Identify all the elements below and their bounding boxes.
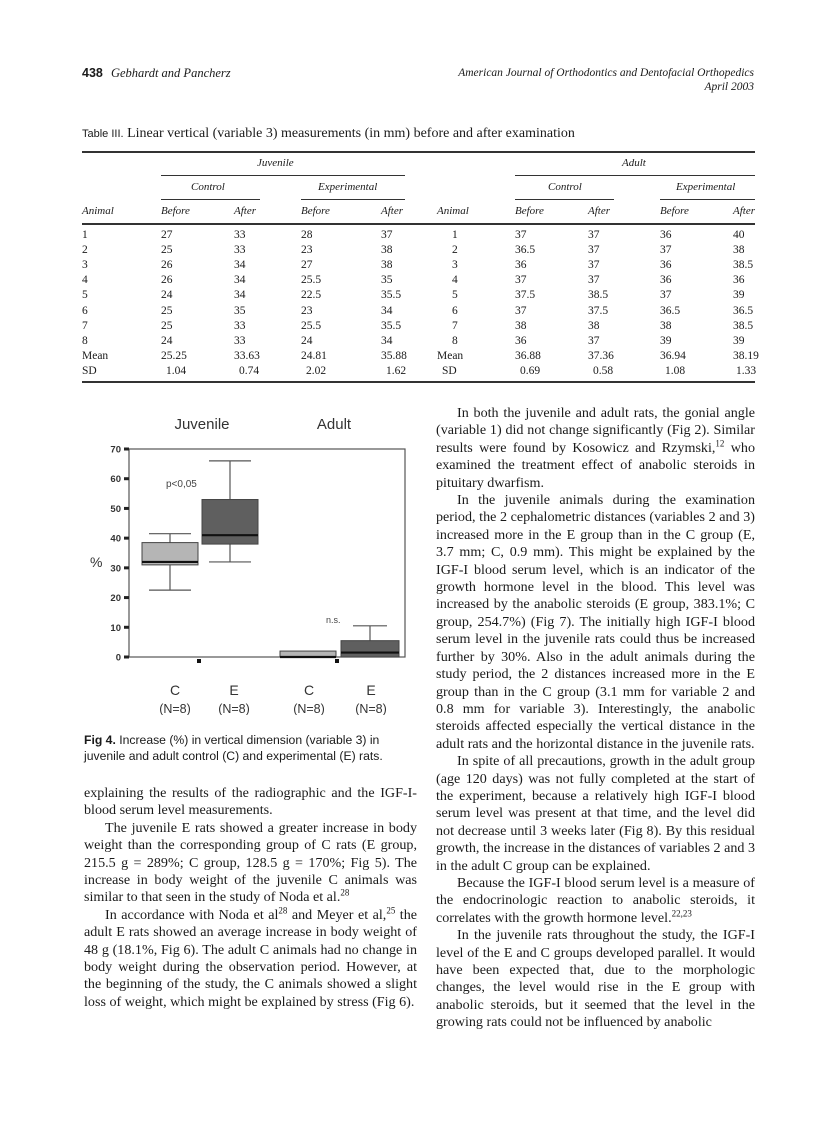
adult-cell-animal: 8 [452, 334, 458, 347]
juvenile-cell-c_before: 25.25 [161, 349, 187, 362]
body-column-right [436, 405, 755, 1032]
y-tick-label: 70 [110, 444, 121, 456]
juvenile-cell-e_before: 28 [301, 229, 313, 241]
juvenile-cell-e_after: 35.5 [381, 289, 402, 302]
adult-cell-animal: 7 [452, 319, 458, 332]
y-tick-label: 10 [110, 622, 121, 634]
adult-cell-animal: 2 [452, 244, 458, 257]
juvenile-cell-e_before: 24.81 [301, 349, 327, 362]
journal-name: American Journal of Orthodontics and Dentofacial Orthopedics [458, 67, 754, 79]
adult-cell-e_after: 40 [733, 229, 745, 241]
reference-superscript: 28 [340, 887, 350, 898]
col-animal-adult: Animal [437, 205, 469, 217]
annotation-ns: n.s. [326, 615, 341, 625]
y-tick-label: 50 [110, 503, 121, 515]
table-bottom-rule [82, 381, 755, 383]
adult-cell-c_after: 37 [588, 259, 600, 272]
boxplot-chart [82, 405, 422, 715]
juvenile-cell-animal: 3 [82, 259, 88, 272]
adult-cell-c_after: 37.5 [588, 304, 609, 317]
juvenile-control-rule [161, 199, 260, 200]
y-tick-label: 60 [110, 474, 121, 486]
adult-cell-c_after: 37 [588, 274, 600, 287]
adult-cell-e_after: 39 [733, 334, 745, 347]
box-juvenile-e [202, 500, 258, 545]
juvenile-cell-animal: SD [82, 364, 97, 377]
category-n: (N=8) [355, 702, 387, 715]
figure-caption [84, 732, 419, 764]
category-letter: C [169, 682, 181, 698]
adult-cell-c_after: 37.36 [588, 349, 614, 362]
subgroup-adult-experimental: Experimental [676, 181, 736, 193]
y-tick-label: 0 [115, 652, 121, 664]
axis-marker [197, 659, 201, 663]
adult-cell-c_before: 36.88 [515, 349, 541, 362]
adult-control-rule [515, 199, 614, 200]
axis-marker [335, 659, 339, 663]
adult-span-rule [515, 175, 755, 176]
adult-experimental-rule [660, 199, 755, 200]
group-header-juvenile: Juvenile [257, 157, 294, 169]
adult-cell-c_after: 37 [588, 334, 600, 347]
adult-cell-e_before: 36 [660, 229, 672, 241]
figure-caption-text: Increase (%) in vertical dimension (variable 3) in juvenile and adult control (C) and experimental (E) rats. [84, 733, 383, 763]
adult-cell-c_before: 36.5 [515, 244, 536, 257]
col-adult-e-before: Before [660, 205, 689, 217]
table-label: Table III. [82, 128, 124, 140]
table-caption [82, 126, 575, 142]
subgroup-adult-control: Control [548, 181, 582, 193]
paragraph: In both the juvenile and adult rats, the gonial angle (variable 1) did not change significantly (Fig 2). Similar results were found by Kosowicz and Rzymski,$^{12}$ who examined the treatment effect of anabolic steroids in pituitary dwarfism. [436, 405, 756, 491]
juvenile-cell-e_after: 38 [381, 244, 393, 257]
juvenile-cell-e_after: 34 [381, 334, 393, 347]
adult-cell-e_before: 1.08 [665, 364, 686, 377]
adult-cell-c_before: 37 [515, 304, 527, 317]
adult-cell-animal: SD [442, 364, 457, 377]
adult-cell-c_after: 38.5 [588, 289, 609, 302]
data-table [82, 151, 759, 383]
figure-caption-label: Fig 4. [84, 733, 116, 747]
paragraph: In accordance with Noda et $al^{28}$ and Meyer et al,$^{25}$ the adult E rats showed an average increase in body weight of 48 g (18.1%, Fig 6). The adult C animals had no change in body weight during the observation period. However, at the beginning of the study, the C animals showed a slight loss of weight, which might be explained by stress (Fig 6). [84, 905, 418, 1010]
adult-cell-e_after: 38.19 [733, 349, 759, 362]
adult-cell-e_before: 36.5 [660, 304, 681, 317]
category-n: (N=8) [159, 702, 191, 715]
juvenile-cell-animal: 6 [82, 304, 88, 317]
y-tick-label: 30 [110, 563, 121, 575]
y-tick-label: 20 [110, 593, 121, 605]
annotation-p-value: p<0,05 [166, 479, 197, 490]
juvenile-cell-c_before: 25 [161, 244, 173, 257]
running-header-right [458, 66, 754, 94]
juvenile-cell-c_before: 24 [161, 289, 173, 302]
running-header-left [82, 66, 231, 81]
body-column-left [84, 785, 417, 1011]
juvenile-cell-c_after: 33.63 [234, 349, 260, 362]
adult-cell-e_before: 36 [660, 274, 672, 287]
juvenile-cell-animal: 5 [82, 289, 88, 302]
juvenile-cell-e_before: 23 [301, 304, 313, 317]
page-number: 438 [82, 66, 103, 80]
adult-cell-e_after: 38.5 [733, 259, 754, 272]
figure-4-boxplot [82, 405, 422, 715]
juvenile-cell-animal: 8 [82, 334, 88, 347]
paragraph: In spite of all precautions, growth in the adult group (age 120 days) was not fully completed at the start of the experiment, because a relatively high IGF-I blood serum level was present at that time, and the level did not decrease until 3 weeks later (Fig 8). By this residual growth, the increase in the distances of variables 2 and 3 in the adult C group can be explained. [436, 753, 755, 874]
group-label-adult: Adult [316, 416, 352, 433]
adult-cell-animal: 5 [452, 289, 458, 302]
juvenile-cell-animal: 7 [82, 319, 88, 332]
reference-superscript: 28 [278, 905, 288, 916]
adult-cell-e_before: 38 [660, 319, 672, 332]
juvenile-cell-c_before: 26 [161, 259, 173, 272]
subgroup-juvenile-experimental: Experimental [318, 181, 378, 193]
juvenile-cell-e_after: 34 [381, 304, 393, 317]
juvenile-cell-e_after: 35 [381, 274, 393, 287]
paragraph: In the juvenile rats throughout the study, the IGF-I level of the E and C groups developed parallel. It would have been expected that, due to the morphologic changes, the level would rise in the E group with anabolic steroids, but it seemed that the level in the growing rats could not be influenced by anabolic [436, 927, 755, 1031]
juvenile-cell-c_before: 25 [161, 304, 173, 317]
juvenile-cell-c_before: 24 [161, 334, 173, 347]
adult-cell-c_before: 37 [515, 229, 527, 241]
adult-cell-animal: 1 [452, 229, 458, 241]
adult-cell-c_before: 36 [515, 334, 527, 347]
juvenile-cell-animal: 1 [82, 229, 88, 241]
juvenile-cell-c_before: 26 [161, 274, 173, 287]
adult-cell-e_after: 38 [733, 244, 745, 257]
adult-cell-c_before: 36 [515, 259, 527, 272]
juvenile-cell-c_after: 33 [234, 334, 246, 347]
juvenile-cell-e_before: 2.02 [306, 364, 327, 377]
category-letter: E [229, 682, 239, 698]
issue-date: April 2003 [704, 81, 754, 93]
adult-cell-c_before: 37 [515, 274, 527, 287]
juvenile-cell-e_before: 25.5 [301, 319, 322, 332]
juvenile-span-rule [161, 175, 405, 176]
adult-cell-e_before: 37 [660, 289, 672, 302]
adult-cell-e_before: 39 [660, 334, 672, 347]
author-names: Gebhardt and Pancherz [110, 66, 231, 80]
reference-superscript: 25 [386, 905, 396, 916]
juvenile-cell-c_before: 1.04 [166, 364, 187, 377]
juvenile-cell-c_after: 34 [234, 289, 246, 302]
col-adult-c-after: After [588, 205, 610, 217]
adult-cell-e_after: 36 [733, 274, 745, 287]
adult-cell-e_after: 39 [733, 289, 745, 302]
juvenile-cell-c_after: 33 [234, 244, 246, 257]
category-letter: E [366, 682, 376, 698]
juvenile-cell-animal: 2 [82, 244, 88, 257]
juvenile-cell-e_after: 35.88 [381, 349, 407, 362]
col-juv-c-after: After [234, 205, 256, 217]
adult-cell-animal: 3 [452, 259, 458, 272]
juvenile-experimental-rule [301, 199, 405, 200]
adult-cell-c_before: 0.69 [520, 364, 541, 377]
juvenile-cell-e_after: 38 [381, 259, 393, 272]
juvenile-cell-c_after: 34 [234, 259, 246, 272]
paragraph: explaining the results of the radiographic and the IGF-I-blood serum level measurements. [84, 785, 417, 819]
col-animal-juv: Animal [82, 205, 114, 217]
adult-cell-e_before: 37 [660, 244, 672, 257]
adult-cell-animal: 4 [452, 274, 458, 287]
juvenile-cell-e_before: 23 [301, 244, 313, 257]
col-juv-e-before: Before [301, 205, 330, 217]
juvenile-cell-e_after: 1.62 [386, 364, 407, 377]
juvenile-cell-e_before: 22.5 [301, 289, 322, 302]
category-letter: C [303, 682, 315, 698]
adult-cell-animal: 6 [452, 304, 458, 317]
adult-cell-e_after: 38.5 [733, 319, 754, 332]
paragraph: The juvenile E rats showed a greater increase in body weight than the corresponding group of C rats (E group, 215.5 g = 289%; C group, 128.5 g = 170%; Fig 5). The increase in body weight of the juvenile C animals was similar to that seen in the study of Noda et al.$^{28}$ [84, 819, 417, 906]
adult-cell-c_after: 38 [588, 319, 600, 332]
table-title: Linear vertical (variable 3) measurements (in mm) before and after examination [127, 126, 575, 141]
col-adult-e-after: After [733, 205, 755, 217]
reference-superscript: 12 [715, 438, 725, 449]
juvenile-cell-e_before: 24 [301, 334, 313, 347]
juvenile-cell-c_after: 33 [234, 319, 246, 332]
juvenile-cell-c_after: 0.74 [239, 364, 260, 377]
juvenile-cell-c_after: 35 [234, 304, 246, 317]
adult-cell-e_after: 1.33 [736, 364, 757, 377]
juvenile-cell-e_after: 35.5 [381, 319, 402, 332]
col-juv-c-before: Before [161, 205, 190, 217]
juvenile-cell-c_after: 33 [234, 229, 246, 241]
header-bottom-rule [82, 223, 755, 225]
juvenile-cell-e_after: 37 [381, 229, 393, 241]
paragraph: In the juvenile animals during the examination period, the 2 cephalometric distances (variables 2 and 3) increased more in the E group than in the C group (E, 3.7 mm; C, 0.9 mm). This might be explained by the IGF-I blood serum level, which is an indicator of the growth hormone level in the blood. This level was increased by the anabolic steroids (E group, 383.1%; C group, 254.7%) (Fig 7). The initially high IGF-I blood serum level in the juvenile rats could thus be increased further by 30%. Also in the adult animals during the study period, the 2 distances increased more in the E group than in the C group (3.1 mm for variable 2 and 0.8 mm for variable 3). Interestingly, the anabolic steroids affected especially the vertical distance in the adult rats and the horizontal distance in the juvenile rats. [436, 492, 755, 752]
reference-superscript: 22,23 [671, 908, 692, 919]
juvenile-cell-animal: 4 [82, 274, 88, 287]
adult-cell-c_after: 0.58 [593, 364, 614, 377]
juvenile-cell-e_before: 27 [301, 259, 313, 272]
adult-cell-c_after: 37 [588, 244, 600, 257]
adult-cell-c_before: 37.5 [515, 289, 536, 302]
adult-cell-c_after: 37 [588, 229, 600, 241]
y-axis-label: % [90, 554, 103, 570]
group-label-juvenile: Juvenile [174, 416, 230, 433]
adult-cell-e_before: 36 [660, 259, 672, 272]
juvenile-cell-c_before: 25 [161, 319, 173, 332]
adult-cell-e_after: 36.5 [733, 304, 754, 317]
juvenile-cell-c_after: 34 [234, 274, 246, 287]
juvenile-cell-e_before: 25.5 [301, 274, 322, 287]
adult-cell-animal: Mean [437, 349, 464, 362]
juvenile-cell-animal: Mean [82, 349, 109, 362]
category-n: (N=8) [218, 702, 250, 715]
category-n: (N=8) [293, 702, 325, 715]
juvenile-cell-c_before: 27 [161, 229, 173, 241]
group-header-adult: Adult [622, 157, 646, 169]
box-adult-e [341, 641, 399, 657]
paragraph: Because the IGF-I blood serum level is a measure of the endocrinologic reaction to anabolic steroids, it correlates with the growth hormone level.$^{22,23}$ [436, 874, 755, 926]
col-juv-e-after: After [381, 205, 403, 217]
table-top-rule [82, 151, 755, 153]
col-adult-c-before: Before [515, 205, 544, 217]
subgroup-juvenile-control: Control [191, 181, 225, 193]
y-tick-label: 40 [110, 533, 121, 545]
adult-cell-e_before: 36.94 [660, 349, 686, 362]
adult-cell-c_before: 38 [515, 319, 527, 332]
